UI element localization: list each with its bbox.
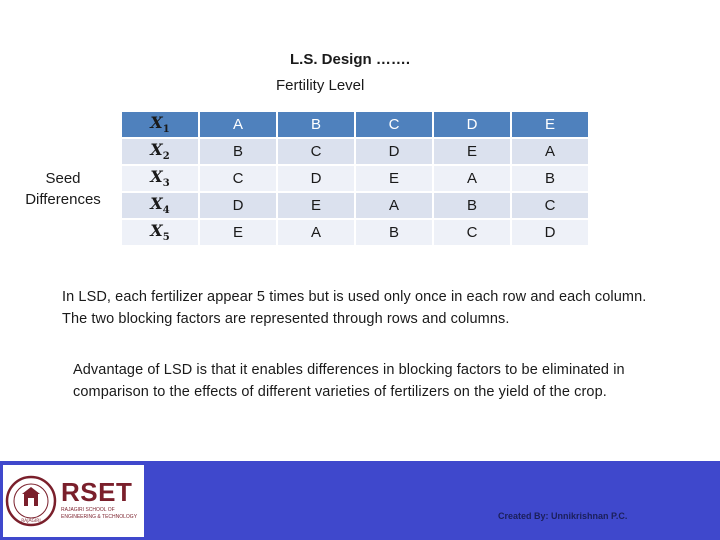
table-cell: C [434, 220, 510, 245]
row-header-symbol: X [150, 167, 163, 187]
logo-subtitle: RAJAGIRI SCHOOL OF ENGINEERING & TECHNOLOGY [61, 507, 138, 520]
table-row [122, 220, 588, 245]
row-header-x1 [122, 112, 198, 137]
table-cell: D [278, 166, 354, 191]
table-cell: E [278, 193, 354, 218]
table-cell: E [434, 139, 510, 164]
logo-brand-text: RSET [61, 477, 133, 507]
footer-band [0, 461, 720, 540]
table-cell: E [356, 166, 432, 191]
table-cell: D [356, 139, 432, 164]
table-cell: C [512, 193, 588, 218]
seal-text: RAJAGIRI [21, 519, 41, 524]
row-header-x5 [122, 220, 198, 245]
author-credit: Created By: Unnikrishnan P.C. [498, 511, 628, 521]
row-header-index: 1 [162, 124, 170, 136]
row-header-symbol: X [150, 140, 163, 160]
row-header-index: 4 [162, 205, 170, 217]
table-cell: B [434, 193, 510, 218]
table-cell: C [356, 112, 432, 137]
row-header-x3 [122, 166, 198, 191]
table-row [122, 193, 588, 218]
table-cell: B [512, 166, 588, 191]
slide-title: L.S. Design ……. [290, 51, 411, 68]
seal-icon [3, 465, 59, 537]
row-header-symbol: X [150, 221, 163, 241]
table-cell: D [512, 220, 588, 245]
table-cell: A [434, 166, 510, 191]
table-cell: E [512, 112, 588, 137]
table-cell: E [200, 220, 276, 245]
rset-logo [3, 465, 144, 537]
table-cell: A [512, 139, 588, 164]
table-cell: D [200, 193, 276, 218]
row-header-x2 [122, 139, 198, 164]
table-row [122, 112, 588, 137]
slide-subtitle: Fertility Level [276, 77, 365, 94]
table-cell: B [356, 220, 432, 245]
table-cell: D [434, 112, 510, 137]
paragraph-advantage: Advantage of LSD is that it enables differences in blocking factors to be eliminated in comparison to the effects of different varieties of fertilizers on the yield of the crop. [73, 362, 625, 400]
row-header-index: 5 [162, 232, 170, 244]
table-cell: B [200, 139, 276, 164]
table-cell: B [278, 112, 354, 137]
row-header-x4 [122, 193, 198, 218]
table-cell: C [278, 139, 354, 164]
row-header-symbol: X [150, 113, 163, 133]
latin-square-table [120, 110, 590, 247]
table-cell: A [278, 220, 354, 245]
table-cell: C [200, 166, 276, 191]
paragraph-explanation: In LSD, each fertilizer appear 5 times but is used only once in each row and each column. The two blocking factors are represented through rows and columns. [62, 289, 647, 327]
row-header-symbol: X [150, 194, 163, 214]
table-row [122, 166, 588, 191]
table-cell: A [356, 193, 432, 218]
row-header-index: 3 [162, 178, 170, 190]
table-cell: A [200, 112, 276, 137]
row-factor-label: Seed Differences [25, 170, 101, 208]
row-header-index: 2 [162, 151, 170, 163]
table-row [122, 139, 588, 164]
